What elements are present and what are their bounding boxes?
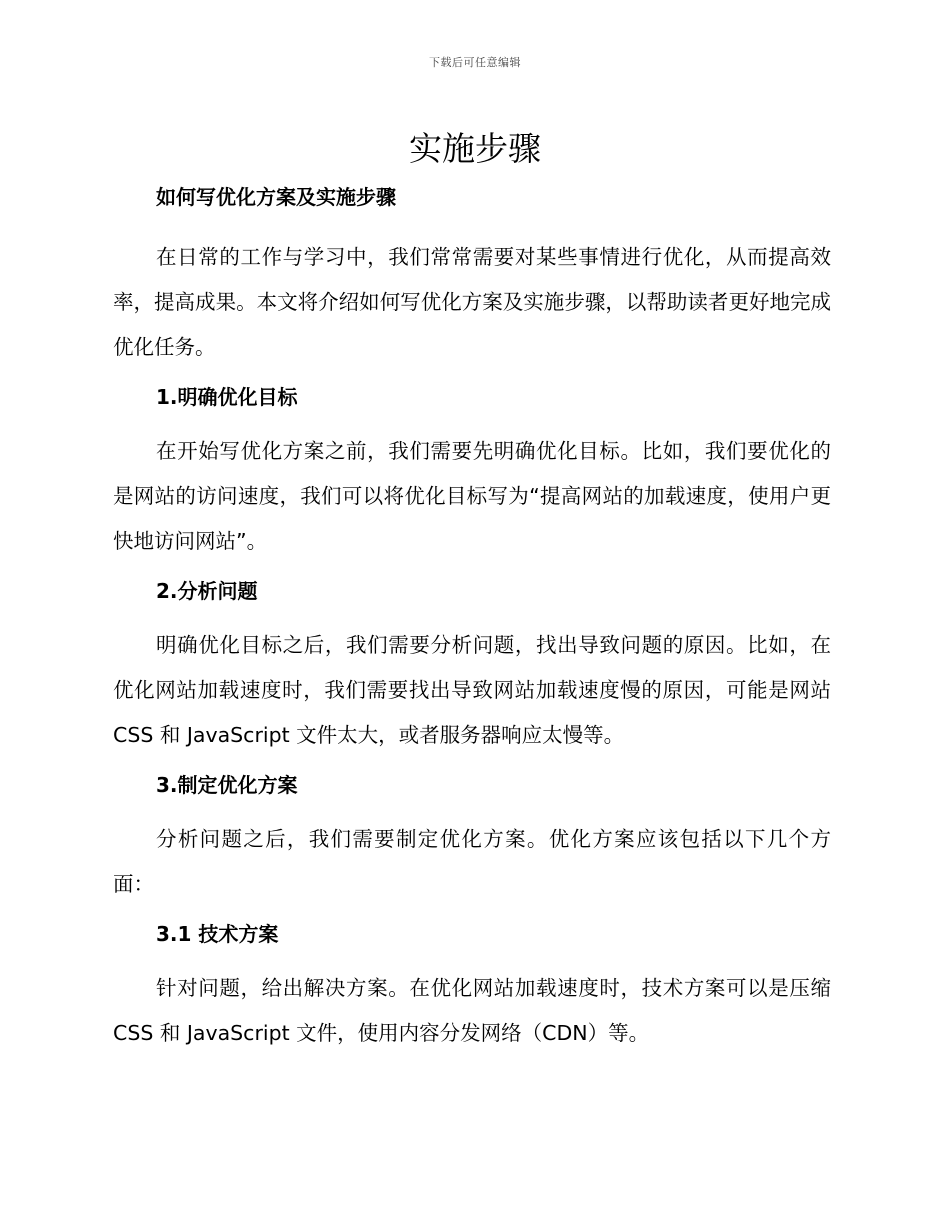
section-paragraph: 明确优化目标之后，我们需要分析问题，找出导致问题的原因。比如，在优化网站加载速度时，我们需要找出导致网站加载速度慢的原因，可能是网站 CSS 和 JavaScript 文件太大，或者服务器响应太慢等。 (113, 633, 831, 747)
section-heading: 3.1 技术方案 (156, 922, 279, 946)
section-paragraph: 在开始写优化方案之前，我们需要先明确优化目标。比如，我们要优化的是网站的访问速度，我们可以将优化目标写为“提高网站的加载速度，使用户更快地访问网站”。 (113, 439, 831, 553)
document-body (113, 182, 831, 1068)
page-header-note: 下载后可任意编辑 (429, 56, 521, 69)
section-3-1 (113, 919, 831, 1056)
section-paragraph: 针对问题，给出解决方案。在优化网站加载速度时，技术方案可以是压缩 CSS 和 JavaScript 文件，使用内容分发网络（CDN）等。 (113, 976, 831, 1045)
intro-paragraph: 在日常的工作与学习中，我们常常需要对某些事情进行优化，从而提高效率，提高成果。本文将介绍如何写优化方案及实施步骤，以帮助读者更好地完成优化任务。 (113, 245, 831, 359)
section-heading: 3.制定优化方案 (156, 773, 298, 797)
section-heading: 2.分析问题 (156, 579, 258, 603)
section-2 (113, 576, 831, 758)
section-heading: 1.明确优化目标 (156, 385, 298, 409)
section-paragraph: 分析问题之后，我们需要制定优化方案。优化方案应该包括以下几个方面： (113, 827, 831, 896)
document-subtitle: 如何写优化方案及实施步骤 (156, 185, 396, 209)
section-1 (113, 382, 831, 564)
section-3 (113, 770, 831, 907)
document-title: 实施步骤 (409, 129, 541, 168)
intro-block (113, 235, 831, 370)
